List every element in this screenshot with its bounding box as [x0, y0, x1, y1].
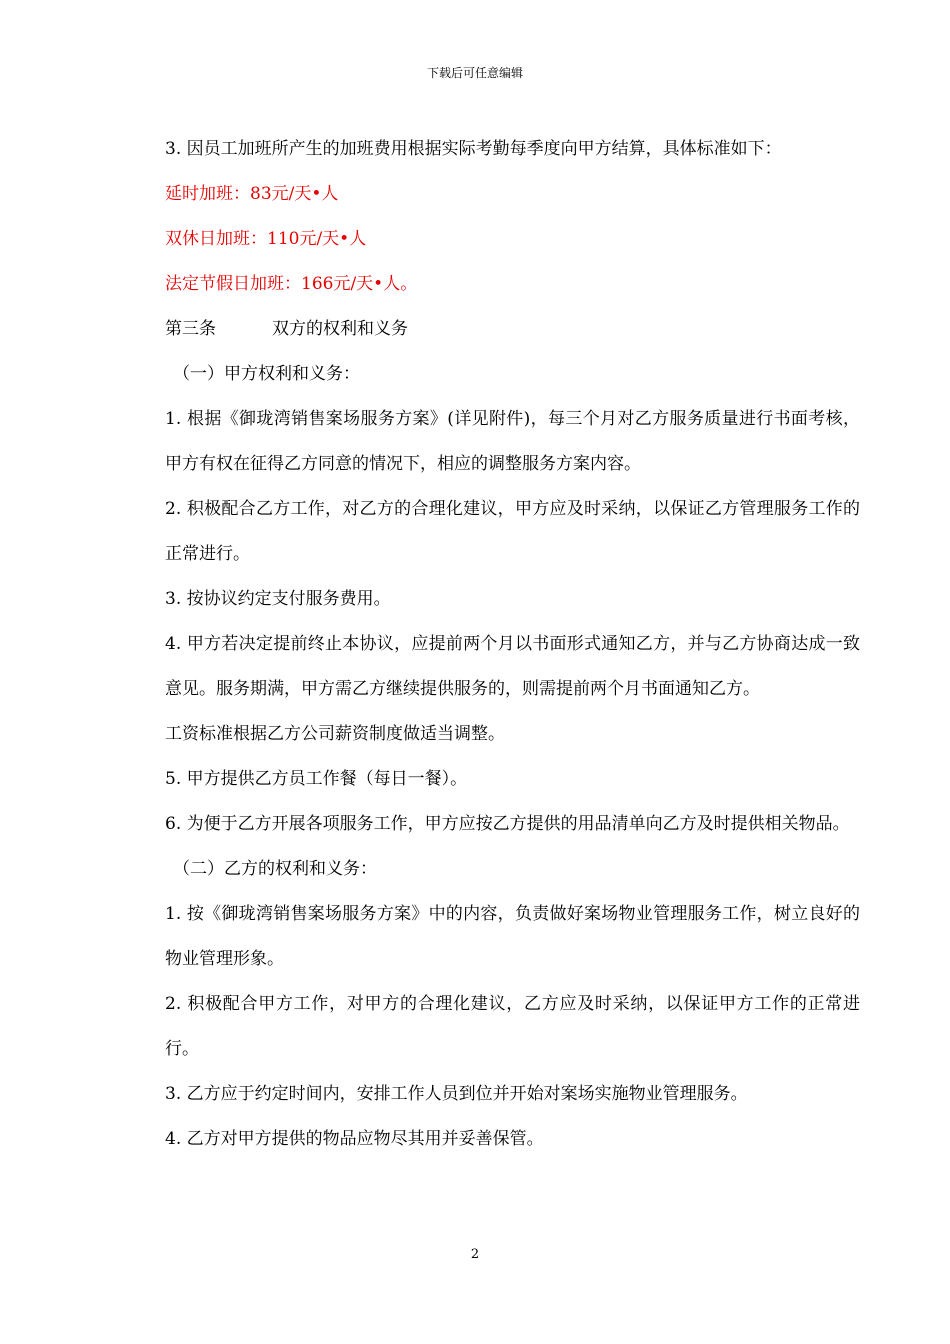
- paragraph-a6: 6. 为便于乙方开展各项服务工作，甲方应按乙方提供的用品清单向乙方及时提供相关物品。: [165, 814, 850, 834]
- section-heading-party-b: （二）乙方的权利和义务：: [173, 859, 377, 879]
- page-number: 2: [470, 1247, 480, 1262]
- paragraph-a5: 5. 甲方提供乙方员工作餐（每日一餐）。: [165, 769, 468, 789]
- paragraph-overtime-weekend: 双休日加班：110元/天•人: [165, 229, 367, 249]
- page-header: 下载后可任意编辑: [426, 66, 523, 80]
- article-heading: [165, 307, 860, 352]
- paragraph-a3: 3. 按协议约定支付服务费用。: [165, 589, 391, 609]
- paragraph-salary: 工资标准根据乙方公司薪资制度做适当调整。: [165, 724, 505, 744]
- paragraph-a2: 2. 积极配合乙方工作，对乙方的合理化建议，甲方应及时采纳，以保证乙方管理服务工作的正常进行。: [165, 499, 860, 564]
- paragraph-a1: 1. 根据《御珑湾销售案场服务方案》(详见附件)，每三个月对乙方服务质量进行书面考核，甲方有权在征得乙方同意的情况下，相应的调整服务方案内容。: [165, 409, 860, 474]
- paragraph-b1: 1. 按《御珑湾销售案场服务方案》中的内容，负责做好案场物业管理服务工作，树立良好的物业管理形象。: [165, 904, 860, 969]
- paragraph-b4: 4. 乙方对甲方提供的物品应物尽其用并妥善保管。: [165, 1129, 544, 1149]
- paragraph-overtime-intro: 3. 因员工加班所产生的加班费用根据实际考勤每季度向甲方结算，具体标准如下：: [165, 139, 782, 159]
- paragraph-a4: 4. 甲方若决定提前终止本协议，应提前两个月以书面形式通知乙方，并与乙方协商达成一致意见。服务期满，甲方需乙方继续提供服务的，则需提前两个月书面通知乙方。: [165, 634, 860, 699]
- article-title: 双方的权利和义务: [272, 319, 408, 339]
- paragraph-overtime-weekday: 延时加班：83元/天•人: [165, 184, 339, 204]
- paragraph-b3: 3. 乙方应于约定时间内，安排工作人员到位并开始对案场实施物业管理服务。: [165, 1084, 748, 1104]
- article-number: 第三条: [165, 319, 216, 339]
- paragraph-b2: 2. 积极配合甲方工作，对甲方的合理化建议，乙方应及时采纳，以保证甲方工作的正常进行。: [165, 994, 860, 1059]
- section-heading-party-a: （一）甲方权利和义务：: [173, 364, 360, 384]
- document-body: [165, 127, 860, 1162]
- paragraph-overtime-holiday: 法定节假日加班：166元/天•人。: [165, 274, 418, 294]
